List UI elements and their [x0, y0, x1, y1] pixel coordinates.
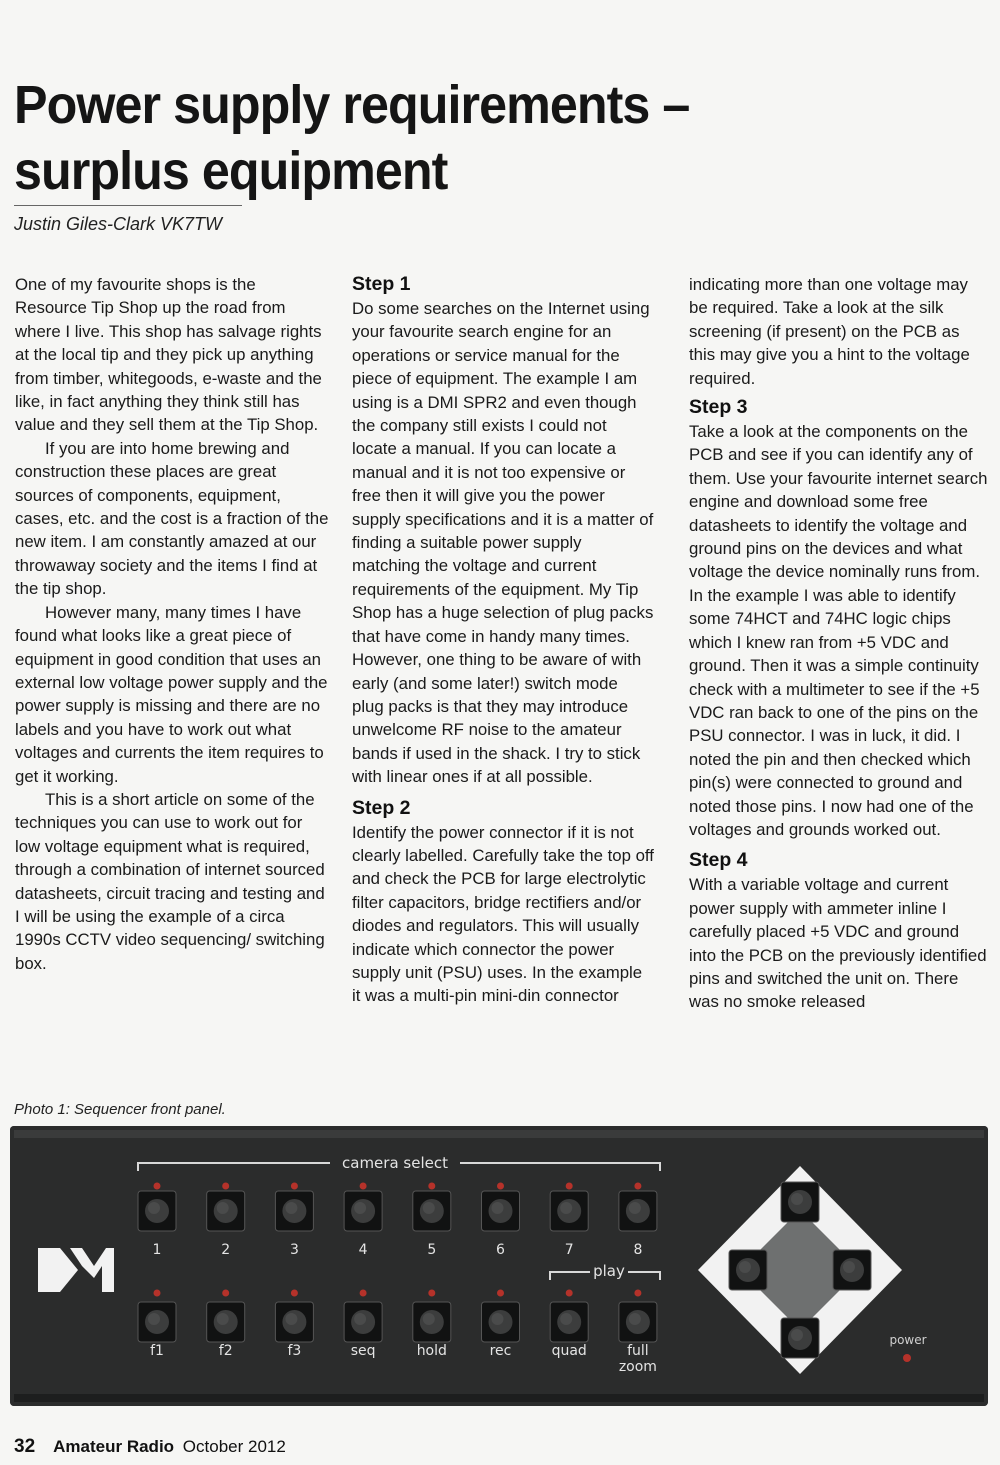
panel-button-f3[interactable]	[275, 1302, 313, 1342]
button-label: 5	[427, 1242, 437, 1258]
article-title	[14, 72, 721, 204]
page-footer	[14, 1436, 286, 1458]
step-4-heading: Step 4	[689, 849, 748, 872]
indicator-led	[154, 1290, 161, 1297]
button-label: hold	[416, 1343, 447, 1359]
indicator-led	[222, 1183, 229, 1190]
indicator-led	[634, 1290, 641, 1297]
paragraph: One of my favourite shops is the Resource Tip Shop up the road from where I live. This shop has salvage rights at the local tip and they pick up anything from timber, whitegoods, e-waste and the like, in fact anything they think still has value and they sell them at the Tip Shop.	[15, 275, 322, 435]
button-label: full	[627, 1343, 649, 1359]
panel-button-quad[interactable]	[550, 1302, 588, 1342]
paragraph: If you are into home brewing and construction these places are great sources of components, equipment, cases, etc. and the cost is a fraction of the new item. I am constantly amazed at our throwaway society and the items I find at the tip shop.	[15, 438, 329, 599]
panel-button-2[interactable]	[207, 1191, 245, 1231]
photo-caption: Photo 1: Sequencer front panel.	[14, 1101, 226, 1118]
byline: Justin Giles-Clark VK7TW	[14, 214, 223, 234]
panel-button-8[interactable]	[619, 1191, 657, 1231]
step-3-heading: Step 3	[689, 396, 748, 419]
indicator-led	[360, 1183, 367, 1190]
camera-select-label: camera select	[342, 1154, 448, 1172]
panel-button-7[interactable]	[550, 1191, 588, 1231]
zoom-label: zoom	[618, 1359, 657, 1375]
button-label: f3	[287, 1343, 302, 1359]
paragraph: This is a short article on some of the techniques you can use to work out for low voltage equipment what is required, through a combination of internet sourced datasheets, circuit tracing and testing and I will be using the example of a circa 1990s CCTV video sequencing/ switching box.	[15, 789, 325, 973]
panel-button-5[interactable]	[413, 1191, 451, 1231]
button-label: f1	[150, 1343, 164, 1359]
button-label: f2	[218, 1343, 233, 1359]
dpad-up-button[interactable]	[781, 1182, 819, 1222]
panel-button-f1[interactable]	[138, 1302, 176, 1342]
step-2-continued-text: indicating more than one voltage may be required. Take a look at the silk screening (if present) on the PCB as this may give you a hint to the voltage required.	[689, 275, 970, 388]
dpad-left-button[interactable]	[729, 1250, 767, 1290]
indicator-led	[360, 1290, 367, 1297]
panel-button-seq[interactable]	[344, 1302, 382, 1342]
button-label: quad	[551, 1343, 587, 1359]
button-label: seq	[350, 1343, 376, 1359]
step-4-text: With a variable voltage and current power supply with ammeter inline I carefully placed +5 VDC and ground into the PCB on the previously identified pins and switched the unit on. There was no smoke released	[689, 875, 987, 1012]
indicator-led	[291, 1183, 298, 1190]
button-label: 1	[152, 1242, 162, 1258]
column-1	[15, 273, 331, 975]
indicator-led	[428, 1290, 435, 1297]
page-number: 32	[14, 1436, 36, 1457]
front-panel-drawing	[10, 1126, 988, 1406]
column-2	[352, 271, 654, 1008]
power-led	[903, 1354, 911, 1362]
step-1-text: Do some searches on the Internet using your favourite search engine for an operations or service manual for the piece of equipment. The example I am using is a DMI SPR2 and even though the company still exists I could not locate a manual. If you can locate a manual and it is not too expensive or free then it will give you the power supply specifications and it is a matter of finding a suitable power supply matching the voltage and current requirements of the equipment. My Tip Shop has a huge selection of plug packs that have come in handy many times. However, one thing to be aware of with early (and some later!) switch mode plug packs is that they may introduce unwelcome RF noise to the amateur bands if used in the shack. I try to stick with linear ones if at all possible.	[352, 299, 654, 787]
panel-button-f2[interactable]	[207, 1302, 245, 1342]
button-label: 3	[289, 1242, 299, 1258]
indicator-led	[566, 1290, 573, 1297]
column-3	[689, 273, 989, 1014]
indicator-led	[497, 1290, 504, 1297]
paragraph: However many, many times I have found what looks like a great piece of equipment in good condition that uses an external low voltage power supply and the power supply is missing and there are no labels and you have to work out what voltages and currents the item requires to get it working.	[15, 602, 328, 786]
indicator-led	[566, 1183, 573, 1190]
dpad-right-button[interactable]	[833, 1250, 871, 1290]
panel-button-6[interactable]	[482, 1191, 520, 1231]
byline-rule	[14, 205, 242, 206]
indicator-led	[634, 1183, 641, 1190]
button-label: 7	[564, 1242, 574, 1258]
dpad-down-button[interactable]	[781, 1318, 819, 1358]
button-label: 6	[496, 1242, 505, 1258]
indicator-led	[497, 1183, 504, 1190]
issue-date: October 2012	[182, 1437, 286, 1456]
magazine-name: Amateur Radio	[53, 1437, 175, 1456]
indicator-led	[222, 1290, 229, 1297]
panel-button-full[interactable]	[619, 1302, 657, 1342]
panel-button-3[interactable]	[275, 1191, 313, 1231]
step-2-heading: Step 2	[352, 796, 411, 819]
button-label: 4	[358, 1242, 368, 1258]
sequencer-front-panel-photo	[10, 1126, 988, 1406]
button-label: 2	[221, 1242, 231, 1258]
panel-button-hold[interactable]	[413, 1302, 451, 1342]
panel-button-4[interactable]	[344, 1191, 382, 1231]
button-label: 8	[633, 1242, 643, 1258]
power-label: power	[889, 1333, 927, 1347]
play-label: play	[593, 1262, 625, 1280]
step-1-heading: Step 1	[352, 273, 411, 295]
indicator-led	[154, 1183, 161, 1190]
indicator-led	[428, 1183, 435, 1190]
title-line-2: surplus equipment	[14, 141, 448, 201]
panel-button-rec[interactable]	[482, 1302, 520, 1342]
step-2-text: Identify the power connector if it is not clearly labelled. Carefully take the top off and check the PCB for large electrolytic filter capacitors, bridge rectifiers and/or diodes and regulators. This will usually indicate which connector the power supply unit (PSU) uses. In the example it was a multi-pin mini-din connector	[352, 822, 654, 1006]
button-label: rec	[489, 1343, 512, 1359]
step-3-text: Take a look at the components on the PCB and see if you can identify any of them. Use your favourite internet search engine and download some free datasheets to identify the voltage and ground pins on the devices and what voltage the device nominally runs from. In the example I was able to identify some 74HCT and 74HC logic chips which I knew ran from +5 VDC and ground. Then it was a simple continuity check with a multimeter to see if the +5 VDC ran back to one of the pins on the PSU connector. I was in luck, it did. I noted the pin and then checked which pin(s) were connected to ground and noted those pins. I now had one of the voltages and grounds worked out.	[689, 422, 988, 839]
indicator-led	[291, 1290, 298, 1297]
panel-button-1[interactable]	[138, 1191, 176, 1231]
title-line-1: Power supply requirements –	[14, 75, 690, 135]
